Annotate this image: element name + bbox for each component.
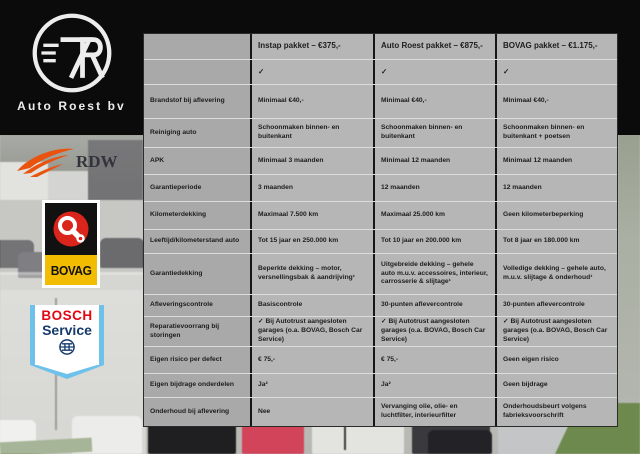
row-label: Garantieperiode: [144, 175, 250, 201]
table-cell: Volledige dekking – gehele auto, m.u.v. slijtage & onderhoud¹: [495, 254, 615, 294]
bosch-chevron-icon: [30, 365, 104, 379]
table-cell: Nee: [250, 398, 373, 426]
row-label: Eigen risico per defect: [144, 347, 250, 373]
bosch-service-logo: [30, 305, 104, 379]
table-cell: Schoonmaken binnen- en buitenkant: [373, 119, 495, 147]
table-row: [144, 373, 617, 397]
column-header: Auto Roest pakket – €875,-: [373, 34, 495, 59]
table-cell: Minimaal 12 maanden: [373, 148, 495, 174]
check-icon: ✓: [495, 60, 615, 84]
row-label: Afleveringscontrole: [144, 295, 250, 316]
column-header: BOVAG pakket – €1.175,-: [495, 34, 615, 59]
table-row: [144, 174, 617, 201]
table-cell: 12 maanden: [373, 175, 495, 201]
row-label: Eigen bijdrage onderdelen: [144, 374, 250, 397]
bosch-body: [30, 305, 104, 365]
rdw-wing-icon: [16, 146, 78, 178]
table-cell: Onderhoudsbeurt volgens fabrieksvoorschrift: [495, 398, 615, 426]
table-row: [144, 118, 617, 147]
row-label: Brandstof bij aflevering: [144, 85, 250, 118]
table-row: [144, 294, 617, 316]
check-icon: ✓: [250, 60, 373, 84]
table-cell: Tot 8 jaar en 180.000 km: [495, 230, 615, 253]
row-label: Garantiedekking: [144, 254, 250, 294]
table-cell: € 75,-: [250, 347, 373, 373]
table-cell: ✓ Bij Autotrust aangesloten garages (o.a. BOVAG, Bosch Car Service): [250, 317, 373, 346]
table-cell: Geen kilometerbeperking: [495, 202, 615, 229]
row-label: [144, 60, 250, 84]
table-row: [144, 316, 617, 346]
company-name: Auto Roest bv: [17, 99, 126, 113]
table-cell: € 75,-: [373, 347, 495, 373]
table-cell: Maximaal 25.000 km: [373, 202, 495, 229]
table-cell: Minimaal €40,-: [373, 85, 495, 118]
bosch-armature-icon: [57, 337, 77, 357]
sign-pole: [344, 424, 346, 450]
rdw-label: RDW: [76, 152, 118, 171]
row-label: Onderhoud bij aflevering: [144, 398, 250, 426]
table-cell: 30-punten aflevercontrole: [373, 295, 495, 316]
table-row: [144, 147, 617, 174]
table-cell: ✓ Bij Autotrust aangesloten garages (o.a. BOVAG, Bosch Car Service): [373, 317, 495, 346]
table-cell: Basiscontrole: [250, 295, 373, 316]
table-check-row: [144, 59, 617, 84]
table-cell: Geen bijdrage: [495, 374, 615, 397]
row-label: APK: [144, 148, 250, 174]
bovag-label: BOVAG: [50, 262, 92, 278]
table-header-row: [144, 34, 617, 59]
table-cell: Vervanging olie, olie- en luchtfilter, interieurfilter: [373, 398, 495, 426]
table-row: [144, 229, 617, 253]
table-cell: ✓ Bij Autotrust aangesloten garages (o.a. BOVAG, Bosch Car Service): [495, 317, 615, 346]
table-cell: Minimaal 3 maanden: [250, 148, 373, 174]
auto-roest-monogram-icon: [29, 10, 115, 96]
table-row: [144, 201, 617, 229]
column-header: Instap pakket – €375,-: [250, 34, 373, 59]
table-row: [144, 346, 617, 373]
right-photo-strip: [618, 133, 640, 403]
comparison-table: [143, 33, 618, 427]
bovag-mark: [45, 203, 97, 255]
table-cell: Schoonmaken binnen- en buitenkant + poetsen: [495, 119, 615, 147]
table-cell: Ja²: [373, 374, 495, 397]
row-label: Leeftijd/kilometerstand auto: [144, 230, 250, 253]
auto-roest-logo: [0, 0, 143, 135]
check-icon: ✓: [373, 60, 495, 84]
table-cell: 30-punten aflevercontrole: [495, 295, 615, 316]
bosch-service-label: Service: [42, 321, 92, 338]
row-label: Reiniging auto: [144, 119, 250, 147]
table-cell: Geen eigen risico: [495, 347, 615, 373]
table-cell: Maximaal 7.500 km: [250, 202, 373, 229]
table-row: [144, 253, 617, 294]
table-cell: 12 maanden: [495, 175, 615, 201]
row-label: Kilometerdekking: [144, 202, 250, 229]
table-cell: Ja²: [250, 374, 373, 397]
table-row: [144, 397, 617, 426]
table-cell: Minimaal €40,-: [250, 85, 373, 118]
table-row: [144, 84, 617, 118]
table-cell: Tot 15 jaar en 250.000 km: [250, 230, 373, 253]
bosch-wordmark: BOSCH: [41, 308, 93, 323]
table-cell: Beperkte dekking – motor, versnellingsbak & aandrijving¹: [250, 254, 373, 294]
table-cell: Minimaal 12 maanden: [495, 148, 615, 174]
bovag-mark-icon: [49, 207, 93, 251]
row-label: Reparatievoorrang bij storingen: [144, 317, 250, 346]
table-cell: 3 maanden: [250, 175, 373, 201]
car-dark: [428, 430, 492, 454]
table-cell: Minimaal €40,-: [495, 85, 615, 118]
rdw-logo: [16, 144, 134, 180]
bovag-logo: [42, 200, 100, 288]
table-cell: Tot 10 jaar en 200.000 km: [373, 230, 495, 253]
bovag-label-band: [45, 255, 97, 285]
column-header-empty: [144, 34, 250, 59]
table-cell: Uitgebreide dekking – gehele auto m.u.v. accessoires, interieur, carrosserie & slijtage¹: [373, 254, 495, 294]
table-cell: Schoonmaken binnen- en buitenkant: [250, 119, 373, 147]
